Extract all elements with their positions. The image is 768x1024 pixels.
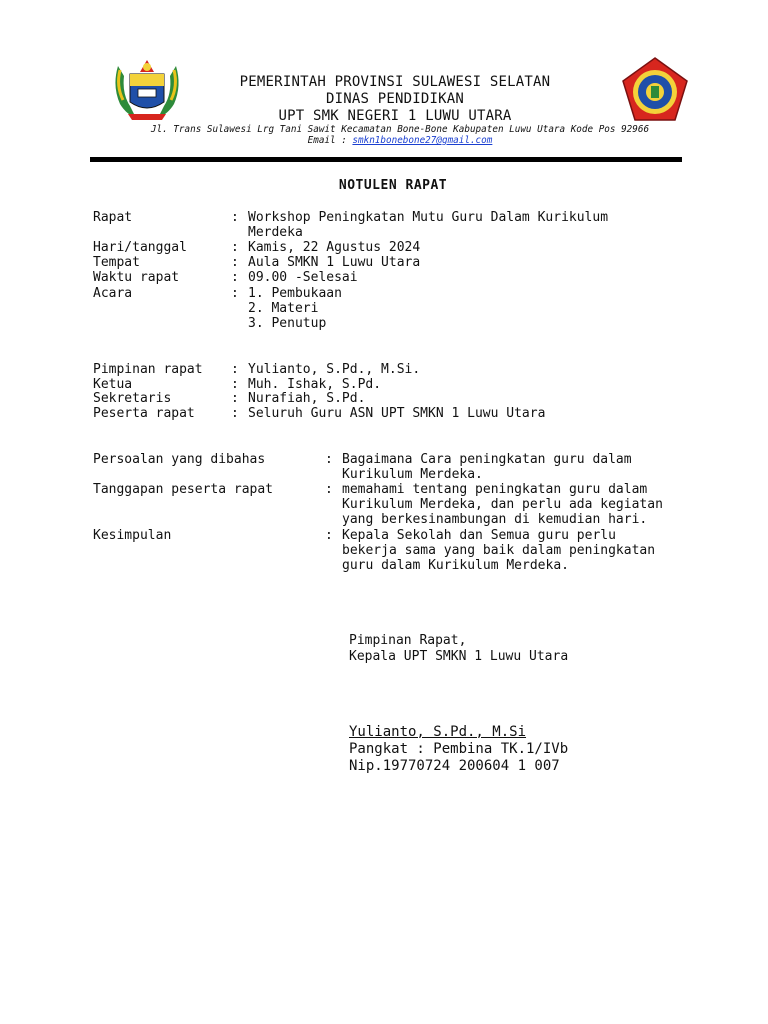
kesimpulan-line: bekerja sama yang baik dalam peningkatan [342,543,656,558]
hari-value: Kamis, 22 Agustus 2024 [248,240,421,255]
colon: : [231,210,239,225]
colon: : [231,286,239,301]
colon: : [231,377,239,392]
persoalan-line: Bagaimana Cara peningkatan guru dalam [342,452,632,467]
tempat-label: Tempat [93,255,140,270]
colon: : [231,240,239,255]
acara-label: Acara [93,286,133,301]
ketua-value: Muh. Ishak, S.Pd. [248,377,382,392]
kesimpulan-line: Kepala Sekolah dan Semua guru perlu [342,528,616,543]
header-address: Jl. Trans Sulawesi Lrg Tani Sawit Kecamatan Bone-Bone Kabupaten Luwu Utara Kode Pos 92966 [150,124,650,135]
colon: : [231,406,239,421]
peserta-label: Peserta rapat [93,406,195,421]
ketua-label: Ketua [93,377,133,392]
signatory-rank: Pangkat : Pembina TK.1/IVb [349,741,569,757]
tanggapan-line: memahami tentang peningkatan guru dalam [342,482,648,497]
signatory-name: Yulianto, S.Pd., M.Si [349,724,527,740]
header-email-line [100,135,700,146]
colon: : [325,482,333,497]
tanggapan-label: Tanggapan peserta rapat [93,482,274,497]
colon: : [231,255,239,270]
peserta-value: Seluruh Guru ASN UPT SMKN 1 Luwu Utara [248,406,546,421]
header-line-department: DINAS PENDIDIKAN [325,91,465,107]
header-divider [90,157,682,162]
page-title: NOTULEN RAPAT [338,178,448,193]
colon: : [231,391,239,406]
kesimpulan-line: guru dalam Kurikulum Merdeka. [342,558,569,573]
colon: : [325,452,333,467]
signature-title: Pimpinan Rapat, [349,633,467,648]
colon: : [231,362,239,377]
rapat-value: Workshop Peningkatan Mutu Guru Dalam Kurikulum [248,210,609,225]
rapat-value-cont: Merdeka [248,225,303,240]
rapat-label: Rapat [93,210,133,225]
tanggapan-line: yang berkesinambungan di kemudian hari. [342,512,648,527]
persoalan-label: Persoalan yang dibahas [93,452,266,467]
waktu-label: Waktu rapat [93,270,180,285]
acara-item: 1. Pembukaan [248,286,342,301]
pimpinan-value: Yulianto, S.Pd., M.Si. [248,362,421,377]
header-line-government: PEMERINTAH PROVINSI SULAWESI SELATAN [239,74,551,90]
persoalan-line: Kurikulum Merdeka. [342,467,483,482]
colon: : [231,270,239,285]
email-link[interactable]: smkn1bonebone27@gmail.com [352,135,493,146]
sekretaris-value: Nurafiah, S.Pd. [248,391,366,406]
acara-item: 2. Materi [248,301,319,316]
kesimpulan-label: Kesimpulan [93,528,172,543]
signature-position: Kepala UPT SMKN 1 Luwu Utara [349,649,569,664]
header-line-school: UPT SMK NEGERI 1 LUWU UTARA [278,108,512,124]
hari-label: Hari/tanggal [93,240,187,255]
tanggapan-line: Kurikulum Merdeka, dan perlu ada kegiatan [342,497,663,512]
waktu-value: 09.00 -Selesai [248,270,358,285]
email-label: Email : [307,135,353,146]
sekretaris-label: Sekretaris [93,391,172,406]
pimpinan-label: Pimpinan rapat [93,362,203,377]
signatory-nip: Nip.19770724 200604 1 007 [349,758,560,774]
acara-item: 3. Penutup [248,316,327,331]
tempat-value: Aula SMKN 1 Luwu Utara [248,255,421,270]
colon: : [325,528,333,543]
